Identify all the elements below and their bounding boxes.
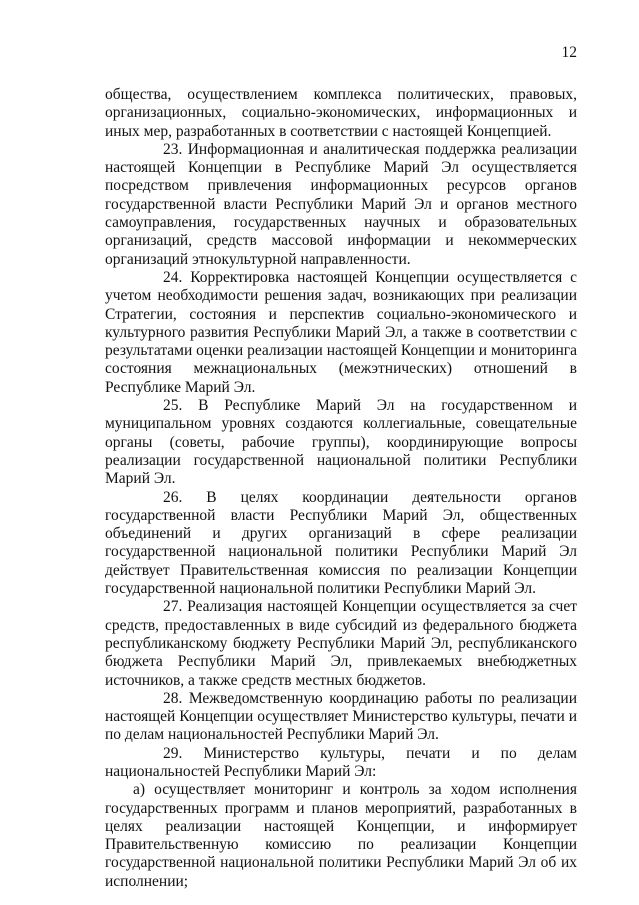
paragraph-28: 28. Межведомственную координацию работы по реализации настоящей Концепции осуществляет Министерство культуры, печати и по делам национальностей Республики Марий Эл.: [105, 689, 577, 744]
paragraph-continuation: общества, осуществлением комплекса политических, правовых, организационных, социально-экономических, информационных и иных мер, разработанных в соответствии с настоящей Концепцией.: [105, 86, 577, 140]
paragraph-23: 23. Информационная и аналитическая поддержка реализации настоящей Концепции в Республике Марий Эл осуществляется посредством привлечения информационных ресурсов органов государственной власти Республики Марий Эл и органов местного самоуправления, государственных научных и образовательных организаций, средств массовой информации и некоммерческих организаций этнокультурной направленности.: [105, 140, 577, 268]
paragraph-25: 25. В Республике Марий Эл на государственном и муниципальном уровнях создаются коллегиальные, совещательные органы (советы, рабочие группы), координирующие вопросы реализации государственной национальной политики Республики Марий Эл.: [105, 397, 577, 488]
paragraph-29a: а) осуществляет мониторинг и контроль за ходом исполнения государственных программ и планов мероприятий, разработанных в целях реализации настоящей Концепции, и информирует Правительственную комиссию по реализации Концепции государственной национальной политики Республики Марий Эл об их исполнении;: [105, 781, 577, 890]
paragraph-26: 26. В целях координации деятельности органов государственной власти Республики Марий Эл, общественных объединений и других организаций в сфере реализации государственной национальной политики Республики Марий Эл действует Правительственная комиссия по реализации Концепции государственной национальной политики Республики Марий Эл.: [105, 488, 577, 598]
page-number: 12: [561, 44, 577, 61]
document-body: [105, 86, 577, 891]
paragraph-24: 24. Корректировка настоящей Концепции осуществляется с учетом необходимости решения задач, возникающих при реализации Стратегии, состояния и перспектив социально-экономического и культурного развития Республики Марий Эл, а также в соответствии с результатами оценки реализации настоящей Концепции и мониторинга состояния межнациональных (межэтнических) отношений в Республике Марий Эл.: [105, 268, 577, 396]
paragraph-27: 27. Реализация настоящей Концепции осуществляется за счет средств, предоставленных в виде субсидий из федерального бюджета республиканскому бюджету Республики Марий Эл, республиканского бюджета Республики Марий Эл, привлекаемых внебюджетных источников, а также средств местных бюджетов.: [105, 598, 577, 689]
paragraph-29: 29. Министерство культуры, печати и по делам национальностей Республики Марий Эл:: [105, 744, 577, 780]
